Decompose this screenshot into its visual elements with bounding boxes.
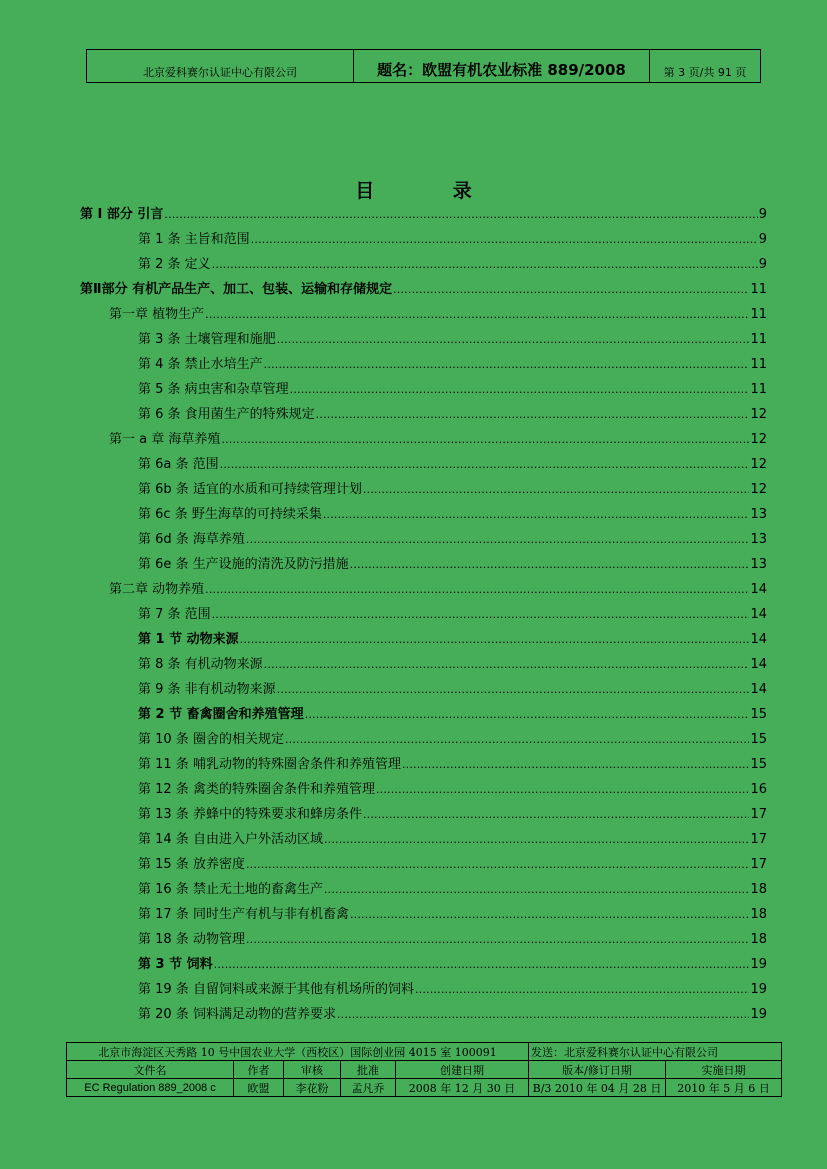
- toc-entry[interactable]: [109, 305, 767, 325]
- toc-leader-dots: [205, 305, 749, 325]
- toc-entry-page: 15: [750, 732, 767, 747]
- toc-entry[interactable]: [138, 755, 767, 775]
- toc-title: 目 录: [355, 180, 508, 202]
- toc-entry-page: 18: [750, 907, 767, 922]
- toc-entry[interactable]: [138, 605, 767, 625]
- toc-entry-label: 第 6c 条 野生海草的可持续采集: [138, 507, 322, 522]
- toc-entry[interactable]: [138, 455, 767, 475]
- toc-entry-page: 18: [750, 882, 767, 897]
- toc-entry-label: 第 7 条 范围: [138, 607, 211, 622]
- toc-entry[interactable]: [138, 955, 767, 975]
- footer-header-cell: 文件名: [67, 1061, 234, 1079]
- toc-leader-dots: [277, 330, 750, 350]
- toc-entry-label: 第一 a 章 海草养殖: [109, 432, 221, 447]
- toc-entry-label: 第 3 条 土壤管理和施肥: [138, 332, 276, 347]
- toc-leader-dots: [277, 680, 750, 700]
- toc-entry-page: 18: [750, 932, 767, 947]
- toc-leader-dots: [205, 580, 749, 600]
- toc-leader-dots: [264, 655, 750, 675]
- toc-leader-dots: [164, 205, 757, 225]
- footer-header-cell: 创建日期: [396, 1061, 529, 1079]
- toc-leader-dots: [251, 230, 758, 250]
- toc-entry-label: 第 5 条 病虫害和杂草管理: [138, 382, 289, 397]
- toc-entry-page: 9: [758, 207, 767, 222]
- toc-entry[interactable]: [138, 330, 767, 350]
- toc-entry-label: 第 6a 条 范围: [138, 457, 219, 472]
- toc-entry-label: 第 1 条 主旨和范围: [138, 232, 250, 247]
- toc-leader-dots: [402, 755, 750, 775]
- toc-leader-dots: [376, 780, 750, 800]
- toc-leader-dots: [324, 830, 750, 850]
- toc-entry[interactable]: [138, 780, 767, 800]
- footer-header-cell: 批准: [341, 1061, 396, 1079]
- footer-value-cell: EC Regulation 889_2008 c: [67, 1079, 234, 1097]
- toc-leader-dots: [246, 930, 750, 950]
- toc-entry[interactable]: [138, 255, 767, 275]
- toc-entry-page: 9: [758, 232, 767, 247]
- toc-entry-label: 第 20 条 饲料满足动物的营养要求: [138, 1007, 336, 1022]
- toc-entry-page: 17: [750, 857, 767, 872]
- toc-entry[interactable]: [138, 905, 767, 925]
- toc-leader-dots: [212, 605, 750, 625]
- footer-address: 北京市海淀区天秀路 10 号中国农业大学（西校区）国际创业园 4015 室 100091: [67, 1043, 529, 1061]
- footer-value-cell: 2008 年 12 月 30 日: [396, 1079, 529, 1097]
- toc-entry[interactable]: [80, 205, 767, 225]
- toc-leader-dots: [212, 255, 758, 275]
- toc-entry[interactable]: [138, 880, 767, 900]
- toc-entry-label: 第 2 条 定义: [138, 257, 211, 272]
- page-header: [86, 49, 761, 83]
- toc-leader-dots: [285, 730, 750, 750]
- toc-leader-dots: [220, 455, 750, 475]
- toc-entry[interactable]: [138, 830, 767, 850]
- toc-entry-label: 第 8 条 有机动物来源: [138, 657, 263, 672]
- toc-entry-page: 11: [750, 382, 767, 397]
- toc-entry-label: 第 3 节 饲料: [138, 957, 213, 972]
- toc-entry[interactable]: [138, 380, 767, 400]
- toc-entry-page: 15: [750, 707, 767, 722]
- footer-value-cell: B/3 2010 年 04 月 28 日: [529, 1079, 666, 1097]
- header-company: 北京爱科赛尔认证中心有限公司: [87, 50, 354, 82]
- toc-entry-page: 12: [750, 482, 767, 497]
- toc-entry-page: 14: [750, 607, 767, 622]
- toc-entry[interactable]: [138, 230, 767, 250]
- toc-leader-dots: [290, 380, 750, 400]
- toc-entry-label: 第 I 部分 引言: [80, 207, 164, 222]
- toc-entry-label: 第 13 条 养蜂中的特殊要求和蜂房条件: [138, 807, 362, 822]
- toc-entry-page: 16: [750, 782, 767, 797]
- toc-entry-label: 第 15 条 放养密度: [138, 857, 245, 872]
- toc-entry-label: 第 12 条 禽类的特殊圈舍条件和养殖管理: [138, 782, 375, 797]
- toc-leader-dots: [246, 855, 750, 875]
- toc-entry-page: 14: [750, 657, 767, 672]
- toc-entry-page: 11: [750, 332, 767, 347]
- toc-entry-page: 14: [750, 582, 767, 597]
- toc-leader-dots: [415, 980, 750, 1000]
- toc-entry[interactable]: [138, 480, 767, 500]
- toc-entry[interactable]: [138, 980, 767, 1000]
- footer-value-cell: 2010 年 5 月 6 日: [666, 1079, 782, 1097]
- toc-entry-label: 第 16 条 禁止无土地的畜禽生产: [138, 882, 323, 897]
- toc-entry-label: 第 2 节 畜禽圈舍和养殖管理: [138, 707, 304, 722]
- toc-leader-dots: [316, 405, 750, 425]
- toc-entry[interactable]: [138, 930, 767, 950]
- toc-entry-page: 11: [750, 357, 767, 372]
- toc-entry[interactable]: [138, 705, 767, 725]
- toc-entry-page: 12: [750, 407, 767, 422]
- toc-entry[interactable]: [138, 1005, 767, 1025]
- footer-value-cell: 孟凡乔: [341, 1079, 396, 1097]
- toc-entry-page: 13: [750, 532, 767, 547]
- toc-entry[interactable]: [80, 280, 767, 300]
- toc-entry-label: 第 6e 条 生产设施的清洗及防污措施: [138, 557, 349, 572]
- toc-entry[interactable]: [138, 655, 767, 675]
- toc-entry-page: 13: [750, 557, 767, 572]
- header-page-number: 第 3 页/共 91 页: [663, 66, 747, 79]
- toc-entry-label: 第Ⅱ部分 有机产品生产、加工、包装、运输和存储规定: [80, 282, 393, 297]
- toc-entry[interactable]: [109, 580, 767, 600]
- toc-entry-page: 14: [750, 682, 767, 697]
- toc-leader-dots: [324, 880, 750, 900]
- toc-leader-dots: [264, 355, 750, 375]
- toc-entry-label: 第 18 条 动物管理: [138, 932, 245, 947]
- toc-entry-label: 第 19 条 自留饲料或来源于其他有机场所的饲料: [138, 982, 414, 997]
- toc-leader-dots: [350, 905, 750, 925]
- toc-entry-page: 14: [750, 632, 767, 647]
- toc-leader-dots: [363, 480, 750, 500]
- toc-entry-label: 第 6 条 食用菌生产的特殊规定: [138, 407, 315, 422]
- header-title: 题名：欧盟有机农业标准 889/2008: [354, 50, 650, 82]
- toc-entry[interactable]: [138, 680, 767, 700]
- toc-leader-dots: [214, 955, 750, 975]
- toc-entry[interactable]: [138, 530, 767, 550]
- toc-entry-page: 19: [750, 1007, 767, 1022]
- toc-entry[interactable]: [138, 405, 767, 425]
- toc-leader-dots: [305, 705, 750, 725]
- toc-entry-page: 19: [750, 982, 767, 997]
- toc-entry[interactable]: [138, 355, 767, 375]
- toc-entry-label: 第 14 条 自由进入户外活动区域: [138, 832, 323, 847]
- toc-leader-dots: [221, 430, 749, 450]
- footer-header-cell: 审核: [284, 1061, 341, 1079]
- toc-entry-page: 11: [750, 307, 767, 322]
- toc-entry-label: 第 4 条 禁止水培生产: [138, 357, 263, 372]
- toc-leader-dots: [240, 630, 750, 650]
- toc-entry-label: 第二章 动物养殖: [109, 582, 205, 597]
- toc-leader-dots: [323, 505, 750, 525]
- footer-value-row: [67, 1079, 782, 1097]
- toc-entry-label: 第 10 条 圈舍的相关规定: [138, 732, 284, 747]
- toc-entry[interactable]: [138, 730, 767, 750]
- toc-entry[interactable]: [138, 855, 767, 875]
- toc-entry[interactable]: [138, 505, 767, 525]
- toc-entry-label: 第 6b 条 适宜的水质和可持续管理计划: [138, 482, 362, 497]
- toc-leader-dots: [337, 1005, 750, 1025]
- toc-entry-label: 第 6d 条 海草养殖: [138, 532, 245, 547]
- toc-entry-page: 17: [750, 807, 767, 822]
- footer-header-row: [67, 1061, 782, 1079]
- toc-entry[interactable]: [138, 805, 767, 825]
- toc-entry[interactable]: [109, 430, 767, 450]
- toc-entry-page: 12: [750, 457, 767, 472]
- toc-entry-page: 17: [750, 832, 767, 847]
- footer-header-cell: 版本/修订日期: [529, 1061, 666, 1079]
- toc-entry-label: 第 17 条 同时生产有机与非有机畜禽: [138, 907, 349, 922]
- toc-entry[interactable]: [138, 555, 767, 575]
- footer-header-cell: 作者: [234, 1061, 284, 1079]
- toc-leader-dots: [363, 805, 750, 825]
- toc-entry-label: 第 11 条 哺乳动物的特殊圈舍条件和养殖管理: [138, 757, 401, 772]
- toc-entry-page: 11: [750, 282, 767, 297]
- toc-leader-dots: [393, 280, 749, 300]
- toc-entry-page: 15: [750, 757, 767, 772]
- footer-value-cell: 欧盟: [234, 1079, 284, 1097]
- toc-entry-label: 第 1 节 动物来源: [138, 632, 239, 647]
- toc-entry-page: 12: [750, 432, 767, 447]
- toc-leader-dots: [246, 530, 750, 550]
- footer-sender: 发送：北京爱科赛尔认证中心有限公司: [529, 1043, 782, 1061]
- footer-header-cell: 实施日期: [666, 1061, 782, 1079]
- toc-entry-page: 9: [758, 257, 767, 272]
- toc-entry-label: 第 9 条 非有机动物来源: [138, 682, 276, 697]
- toc-entry-label: 第一章 植物生产: [109, 307, 205, 322]
- toc-entry-page: 13: [750, 507, 767, 522]
- footer-value-cell: 李花粉: [284, 1079, 341, 1097]
- footer-table: [66, 1042, 782, 1097]
- toc-entry-page: 19: [750, 957, 767, 972]
- toc-entry[interactable]: [138, 630, 767, 650]
- toc-leader-dots: [350, 555, 750, 575]
